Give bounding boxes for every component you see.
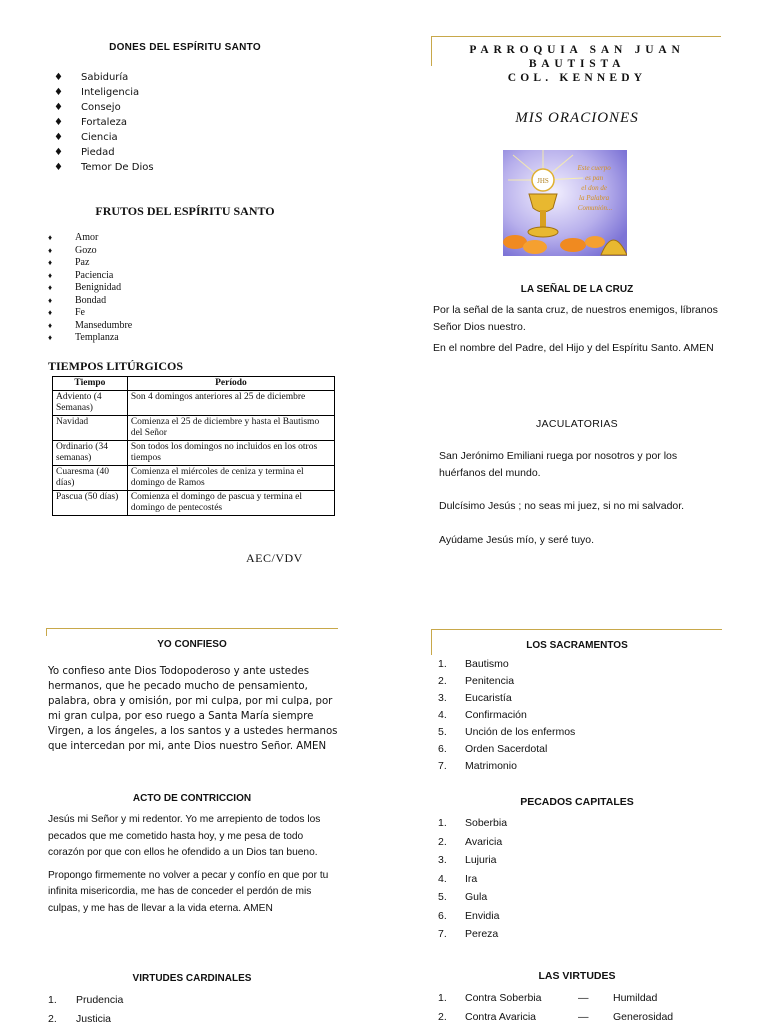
sacramentos-title: LOS SACRAMENTOS — [526, 640, 628, 651]
list-item: ♦ Fortaleza — [54, 117, 127, 128]
list-item: ♦ Consejo — [54, 102, 121, 113]
table-row — [53, 466, 335, 491]
sacramentos-list — [438, 656, 718, 775]
parroquia-line2: BAUTISTA — [528, 58, 626, 70]
list-item: 4. Confirmación — [438, 709, 527, 721]
senal-p1: Por la señal de la santa cruz, de nuestros enemigos, líbranos Señor Dios nuestro. — [433, 304, 718, 333]
tiempos-title: TIEMPOS LITÚRGICOS — [48, 359, 184, 373]
col-header: Período — [127, 377, 334, 391]
list-item: ♦ Benignidad — [48, 282, 122, 293]
list-item: 3. Lujuria — [438, 854, 497, 866]
list-item: ♦ Fe — [48, 307, 85, 318]
col-header: Tiempo — [53, 377, 128, 391]
table-cell: Adviento (4 Semanas) — [53, 391, 128, 416]
list-item: 2. Avaricia — [438, 835, 503, 848]
table-cell: Ordinario (34 semanas) — [53, 441, 128, 466]
jaculatorias-list — [439, 448, 721, 548]
list-item: 2. Justicia — [48, 1013, 112, 1025]
contriccion-p2: Propongo firmemente no volver a pecar y confío en que por tu infinita misericordia, me has de conceder el perdón de mis culpas, y me has de llevar a la vida eterna. AMEN — [48, 869, 329, 914]
list-item: 7. Matrimonio — [438, 760, 517, 772]
table-row — [53, 391, 335, 416]
chalice-icon — [503, 150, 627, 256]
list-item: 6. Envidia — [438, 909, 500, 922]
tiempos-table — [52, 376, 335, 516]
dones-list — [54, 70, 254, 175]
list-item: ♦ Sabiduría — [54, 72, 129, 83]
bottom-left-rule — [46, 628, 338, 629]
table-cell: Son 4 domingos anteriores al 25 de diciembre — [127, 391, 334, 416]
list-item: 1. Bautismo — [438, 658, 509, 670]
list-item: 4. Ira — [438, 872, 478, 885]
senal-text — [433, 302, 723, 357]
list-item: ♦ Ciencia — [54, 132, 118, 143]
bottom-right-rule — [431, 629, 722, 630]
list-item: 5. Unción de los enfermos — [438, 726, 576, 738]
table-cell: Pascua (50 días) — [53, 491, 128, 516]
list-item: 5. Gula — [438, 891, 488, 903]
contriccion-title: ACTO DE CONTRICCION — [132, 793, 252, 804]
pecados-list — [438, 814, 718, 944]
frutos-title: FRUTOS DEL ESPÍRITU SANTO — [95, 204, 275, 218]
list-item: 1. Contra Soberbia — Humildad — [438, 992, 658, 1004]
table-row — [53, 441, 335, 466]
contriccion-text — [48, 812, 340, 917]
eucharist-image — [503, 150, 627, 256]
list-item: ♦ Gozo — [48, 244, 97, 256]
table-cell: Cuaresma (40 días) — [53, 466, 128, 491]
frutos-list — [48, 232, 248, 345]
confieso-text: Yo confieso ante Dios Todopoderoso y ante ustedes hermanos, que he pecado mucho de pensamiento, palabra, obra y omisión, por mi culpa, por mi culpa, por mi gran culpa, por eso ruego a Santa María siempre Virgen, a los ángeles, a los santos y a ustedes hermanos que intercedan por mi, ante Dios nuestro Señor. AMEN — [48, 666, 338, 752]
list-item: ♦ Amor — [48, 232, 99, 243]
list-item: ♦ Temor De Dios — [54, 162, 154, 173]
table-cell: Comienza el domingo de pascua y termina el domingo de pentecostés — [127, 491, 334, 516]
confieso-title: YO CONFIESO — [157, 639, 227, 650]
senal-p2: En el nombre del Padre, del Hijo y del Espíritu Santo. AMEN — [433, 342, 714, 354]
list-item: ♦ Paz — [48, 257, 90, 268]
bottom-left-vrule — [46, 628, 47, 636]
list-item: 2. Penitencia — [438, 675, 515, 687]
cardinales-title: VIRTUDES CARDINALES — [132, 973, 252, 984]
pecados-title: PECADOS CAPITALES — [520, 796, 634, 808]
virtudes-title: LAS VIRTUDES — [538, 970, 616, 982]
cardinales-list — [48, 991, 328, 1029]
mis-oraciones-title: MIS ORACIONES — [515, 110, 639, 126]
list-item: ♦ Inteligencia — [54, 87, 140, 98]
jaculatoria-item: San Jerónimo Emiliani ruega por nosotros y por los huérfanos del mundo. — [439, 450, 678, 479]
table-row — [53, 491, 335, 516]
signature: AEC/VDV — [246, 551, 303, 565]
list-item: 1. Prudencia — [48, 994, 124, 1006]
table-header-row — [53, 377, 335, 391]
list-item: ♦ Templanza — [48, 332, 119, 343]
table-cell: Comienza el miércoles de ceniza y termina el domingo de Ramos — [127, 466, 334, 491]
dones-title: DONES DEL ESPÍRITU SANTO — [109, 42, 261, 53]
list-item: 2. Contra Avaricia — Generosidad — [438, 1011, 674, 1023]
list-item: 3. Eucaristía — [438, 692, 512, 704]
senal-title: LA SEÑAL DE LA CRUZ — [520, 284, 634, 295]
virtudes-list — [438, 989, 728, 1027]
list-item: ♦ Mansedumbre — [48, 319, 133, 331]
parroquia-line1: PARROQUIA SAN JUAN — [469, 44, 685, 56]
jaculatorias-title: JACULATORIAS — [536, 418, 618, 430]
image-caption: Este cuerpo es pan el don de la Palabra Comunión... — [577, 164, 613, 212]
table-cell: Son todos los domingos no incluidos en los otros tiempos — [127, 441, 334, 466]
jaculatoria-item: Ayúdame Jesús mío, y seré tuyo. — [439, 533, 595, 546]
list-item: ♦ Bondad — [48, 294, 107, 306]
parroquia-line3: COL. KENNEDY — [507, 72, 647, 84]
list-item: 6. Orden Sacerdotal — [438, 743, 548, 755]
jaculatoria-item: Dulcísimo Jesús ; no seas mi juez, si no mi salvador. — [439, 500, 685, 512]
list-item: ♦ Paciencia — [48, 269, 114, 281]
table-row — [53, 416, 335, 441]
table-cell: Comienza el 25 de diciembre y hasta el Bautismo del Señor — [127, 416, 334, 441]
list-item: ♦ Piedad — [54, 147, 115, 158]
table-cell: Navidad — [53, 416, 128, 441]
top-right-rule — [431, 36, 721, 37]
list-item: 1. Soberbia — [438, 817, 508, 829]
contriccion-p1: Jesús mi Señor y mi redentor. Yo me arrepiento de todos los pecados que me cometido hasta hoy, y me pesa de todo corazón por que con ellos he ofendido a un Dios tan bueno. — [48, 814, 321, 858]
svg-text:JHS: JHS — [537, 177, 549, 185]
list-item: 7. Pereza — [438, 928, 499, 940]
